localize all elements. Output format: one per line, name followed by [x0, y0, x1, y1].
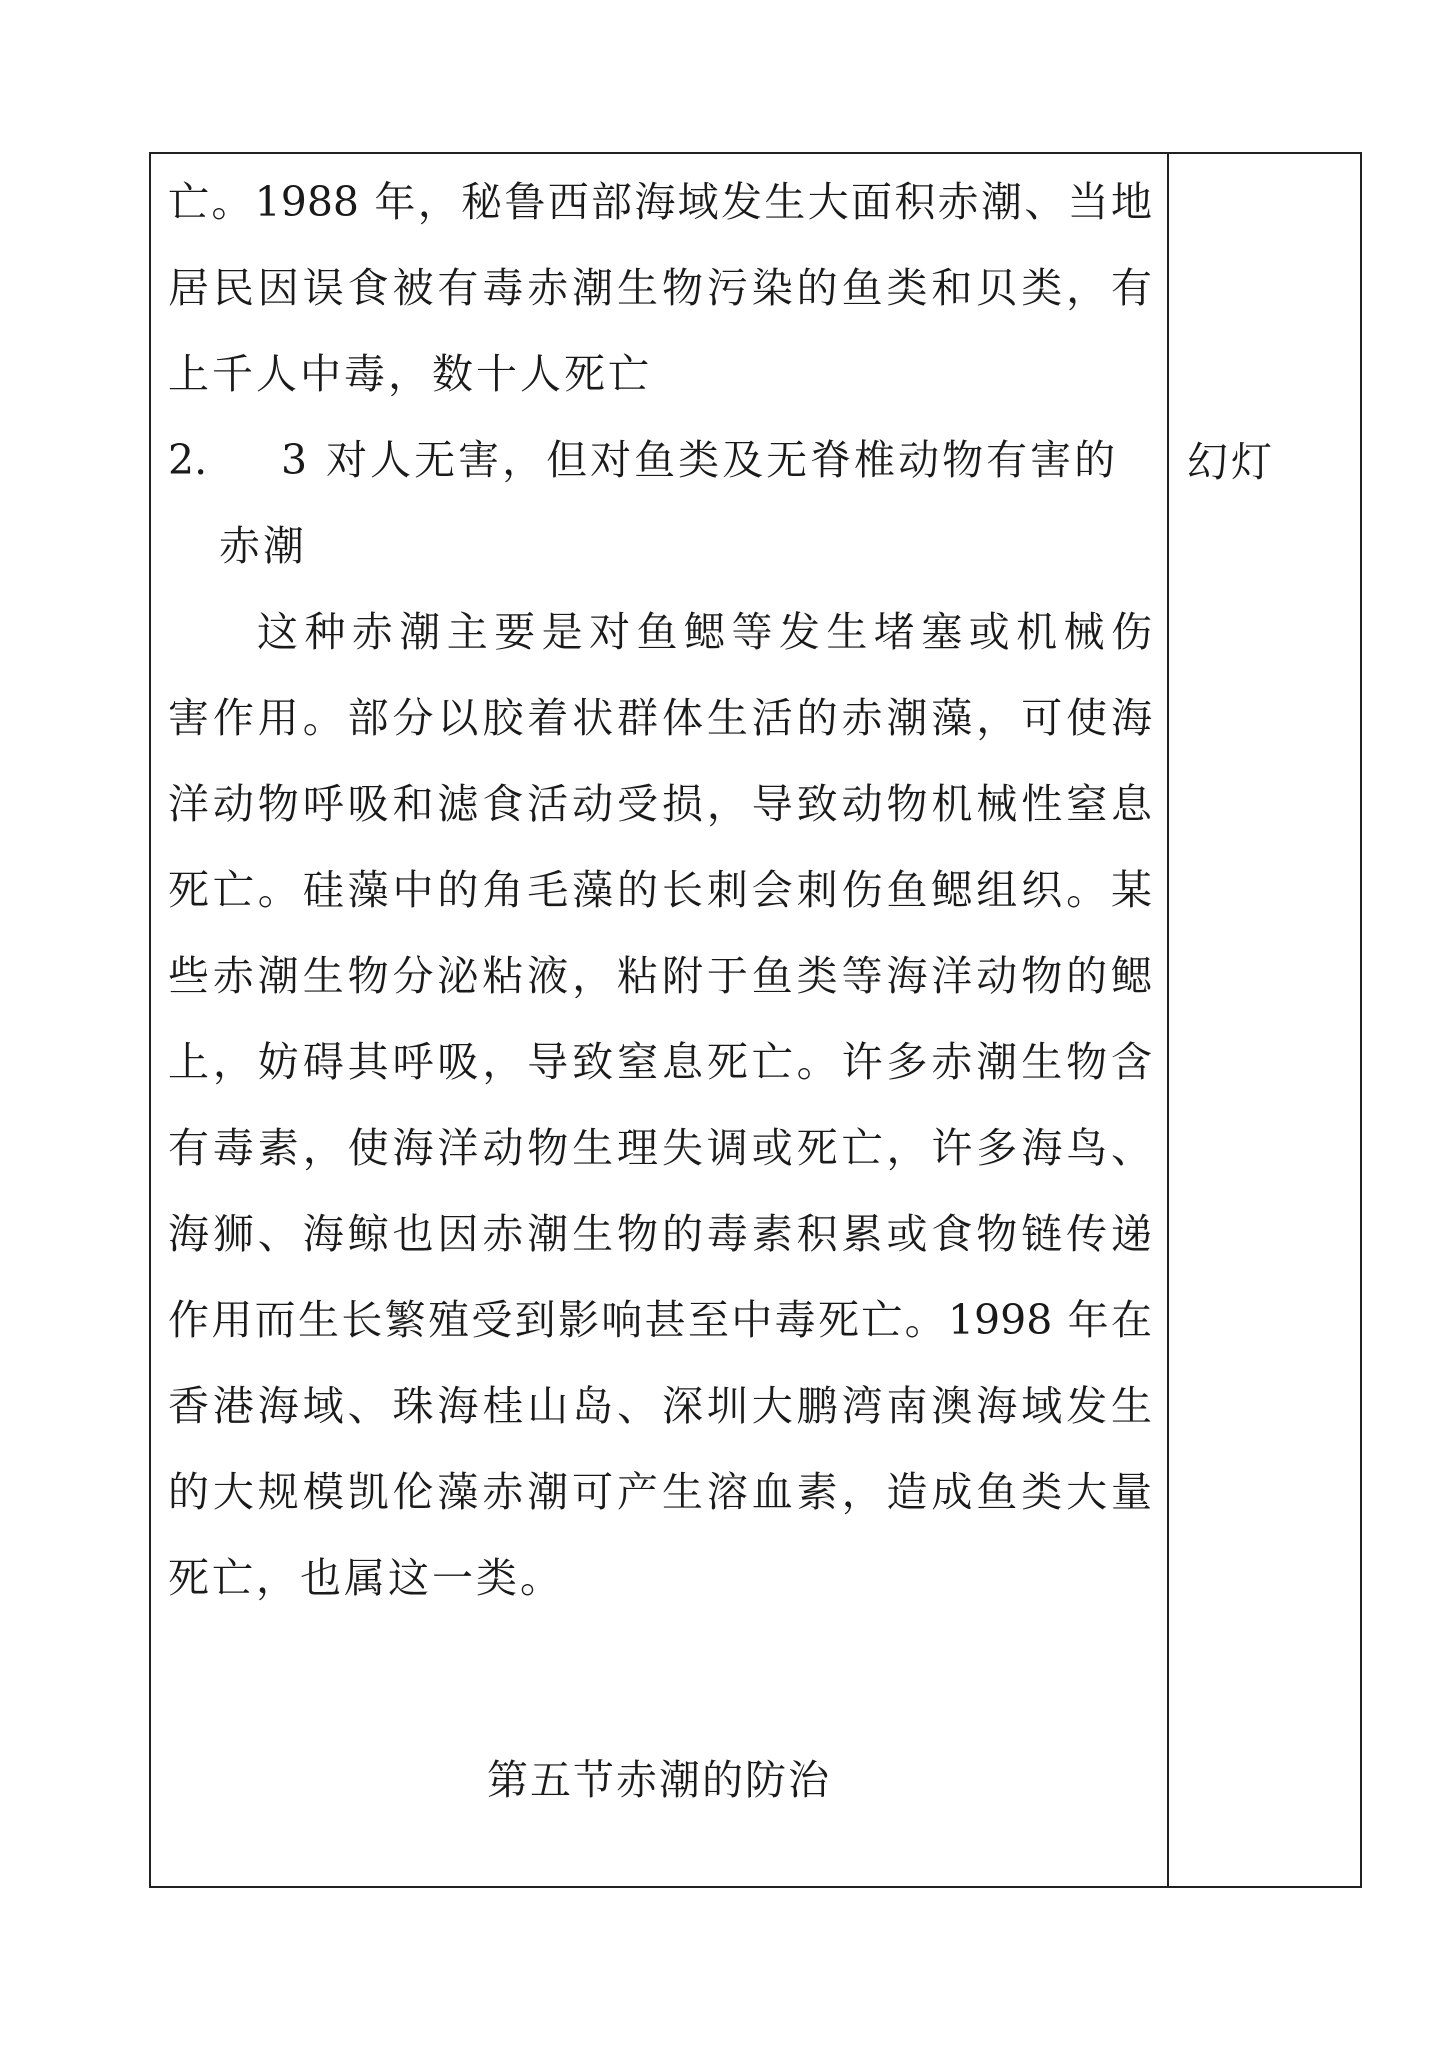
paragraph-line: 这种赤潮主要是对鱼鳃等发生堵塞或机械伤: [257, 608, 1152, 656]
paragraph-line: 的大规模凯伦藻赤潮可产生溶血素，造成鱼类大量: [168, 1468, 1152, 1516]
paragraph-line: 些赤潮生物分泌粘液，粘附于鱼类等海洋动物的鳃: [168, 952, 1152, 1000]
paragraph-line: 死亡，也属这一类。: [168, 1554, 564, 1602]
section-title: 第五节赤潮的防治: [487, 1756, 831, 1804]
paragraph-line: 洋动物呼吸和滤食活动受损，导致动物机械性窒息: [168, 780, 1152, 828]
text-line: 居民因误食被有毒赤潮生物污染的鱼类和贝类，有: [168, 264, 1152, 312]
item-heading-continued: 赤潮: [219, 522, 307, 570]
column-divider: [1167, 154, 1169, 1886]
side-note: 幻灯: [1187, 438, 1275, 486]
paragraph-line: 海狮、海鲸也因赤潮生物的毒素积累或食物链传递: [168, 1210, 1152, 1258]
text-line: 亡。1988 年，秘鲁西部海域发生大面积赤潮、当地: [168, 178, 1152, 226]
text-line: 上千人中毒，数十人死亡: [168, 350, 652, 398]
paragraph-line: 香港海域、珠海桂山岛、深圳大鹏湾南澳海域发生: [168, 1382, 1152, 1430]
paragraph-line: 害作用。部分以胶着状群体生活的赤潮藻，可使海: [168, 694, 1152, 742]
paragraph-line: 死亡。硅藻中的角毛藻的长刺会刺伤鱼鳃组织。某: [168, 866, 1152, 914]
paragraph-line: 上，妨碍其呼吸，导致窒息死亡。许多赤潮生物含: [168, 1038, 1152, 1086]
paragraph-line: 有毒素，使海洋动物生理失调或死亡，许多海鸟、: [168, 1124, 1152, 1172]
item-number: 2.: [168, 436, 208, 484]
paragraph-line: 作用而生长繁殖受到影响甚至中毒死亡。1998 年在: [168, 1296, 1152, 1344]
lesson-table: [149, 152, 1362, 1888]
item-heading: 3 对人无害，但对鱼类及无脊椎动物有害的: [281, 436, 1119, 484]
